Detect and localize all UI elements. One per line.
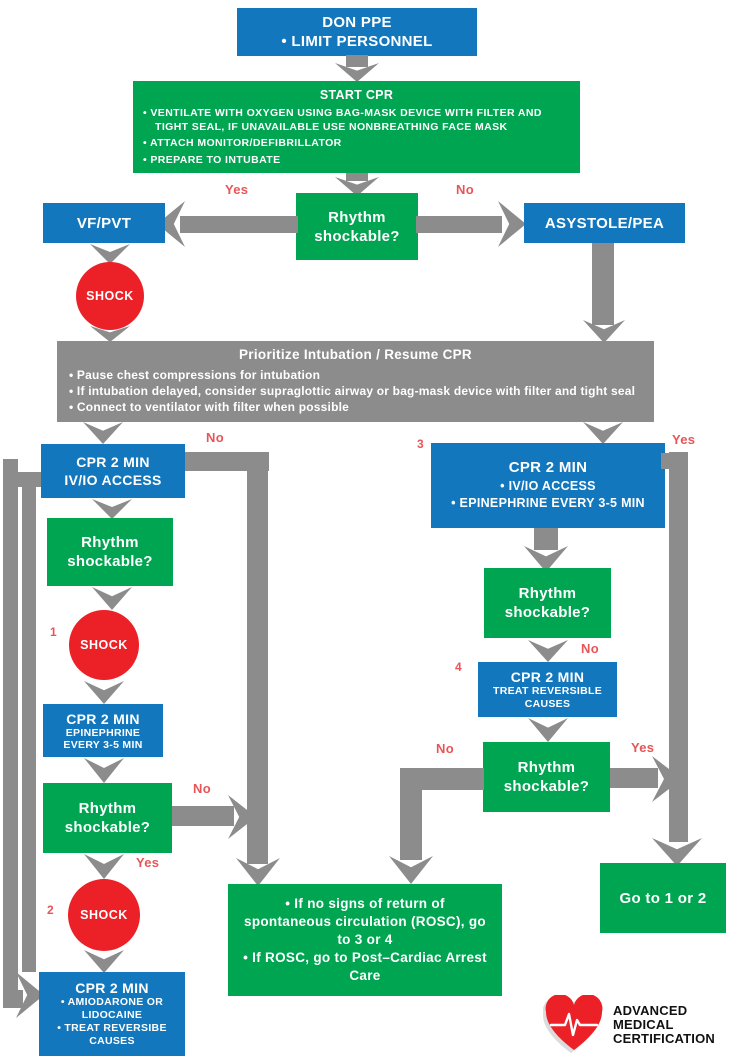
arrow-down-icon bbox=[84, 681, 124, 704]
cpr-right1-bullet: • IV/IO ACCESS bbox=[500, 479, 596, 493]
yes-label: Yes bbox=[136, 855, 160, 870]
logo-line3: CERTIFICATION bbox=[613, 1031, 716, 1046]
arrow-down-icon bbox=[84, 950, 124, 973]
connector-right2-yes bbox=[610, 768, 658, 788]
rhythm-shockable-right1-box bbox=[484, 568, 611, 638]
arrow-down-icon bbox=[92, 587, 132, 610]
arrow-right-icon bbox=[498, 201, 526, 247]
no-label: No bbox=[206, 430, 224, 445]
cpr-epi-line1: CPR 2 MIN bbox=[66, 710, 140, 727]
yes-label: Yes bbox=[672, 432, 696, 447]
rhythm-shockable-left1-box bbox=[47, 518, 173, 586]
prioritize-intubation-box bbox=[57, 341, 654, 422]
goto-1-or-2-box bbox=[600, 863, 726, 933]
rosc-bullet: • If no signs of return of spontaneous circulation (ROSC), go to 3 or 4 bbox=[244, 896, 486, 947]
goto-label: Go to 1 or 2 bbox=[619, 889, 707, 907]
rhythm-left1-label: Rhythm shockable? bbox=[67, 534, 153, 570]
start-cpr-bullet: • PREPARE TO INTUBATE bbox=[143, 153, 281, 166]
connector-left-loop-bottom bbox=[3, 990, 23, 1008]
step-4-marker: 4 bbox=[455, 660, 462, 674]
prioritize-bullet: • If intubation delayed, consider supraglottic airway or bag-mask device with filter and tight seal bbox=[69, 384, 636, 398]
logo-line2: MEDICAL bbox=[613, 1017, 674, 1032]
step-1-marker: 1 bbox=[50, 625, 57, 639]
arrow-down-icon bbox=[583, 422, 623, 444]
cpr-epi-line2: EPINEPHRINE bbox=[65, 726, 141, 739]
prioritize-bullet: • Connect to ventilator with filter when possible bbox=[69, 400, 350, 414]
shock-label: SHOCK bbox=[86, 289, 134, 303]
don-ppe-line2: • LIMIT PERSONNEL bbox=[281, 33, 433, 50]
rhythm-left2-label: Rhythm shockable? bbox=[64, 800, 151, 836]
cpr-right2-line2: TREAT REVERSIBLE bbox=[492, 684, 603, 697]
arrow-down-icon bbox=[652, 838, 702, 866]
arrow-down-icon bbox=[528, 718, 568, 742]
arrow-down-icon bbox=[83, 422, 123, 444]
step-3-marker: 3 bbox=[417, 437, 424, 451]
step-2-marker: 2 bbox=[47, 903, 54, 917]
logo-line1: ADVANCED bbox=[613, 1003, 688, 1018]
connector-asystole-prioritize bbox=[592, 243, 614, 325]
connector-left-inner-loop bbox=[22, 474, 36, 972]
cpr-amio-bullet: • AMIODARONE OR LIDOCAINE bbox=[60, 996, 164, 1021]
cpr-amio-line1: CPR 2 MIN bbox=[75, 980, 149, 996]
shock-circle-top bbox=[76, 262, 144, 330]
yes-label: Yes bbox=[631, 740, 655, 755]
arrow-down-icon bbox=[92, 499, 132, 519]
start-cpr-bullet: • VENTILATE WITH OXYGEN USING BAG-MASK DEVICE WITH FILTER AND TIGHT SEAL, IF UNAVAILABLE USE NONBREATHING FACE MASK bbox=[143, 107, 542, 133]
connector-rhythm-vfpvt bbox=[180, 216, 298, 233]
no-label: No bbox=[436, 741, 454, 756]
don-ppe-box bbox=[237, 8, 477, 56]
start-cpr-bullet: • ATTACH MONITOR/DEFIBRILLATOR bbox=[143, 137, 342, 149]
no-label: No bbox=[193, 781, 211, 796]
connector-cpr3-rhythm bbox=[534, 528, 558, 550]
cpr-epinephrine-box bbox=[43, 704, 163, 757]
connector-rhythm-asystole bbox=[416, 216, 502, 233]
arrow-down-icon bbox=[90, 244, 130, 264]
rhythm-shockable-top-box bbox=[296, 193, 418, 260]
don-ppe-line1: DON PPE bbox=[322, 14, 392, 31]
shock-label: SHOCK bbox=[80, 638, 128, 652]
rhythm-top-label: Rhythm shockable? bbox=[314, 208, 400, 245]
cpr-ivio-line2: IV/IO ACCESS bbox=[64, 472, 162, 488]
no-label: No bbox=[456, 182, 474, 197]
rhythm-shockable-right2-box bbox=[483, 742, 610, 812]
arrow-down-icon bbox=[528, 640, 568, 662]
connector-right2-no-v bbox=[400, 768, 422, 860]
advanced-medical-certification-logo bbox=[543, 993, 723, 1057]
shock-circle-1 bbox=[69, 610, 139, 680]
asystole-pea-box bbox=[524, 203, 685, 243]
shock-label: SHOCK bbox=[80, 908, 128, 922]
cpr-right2-line1: CPR 2 MIN bbox=[510, 668, 585, 685]
connector-don-start bbox=[346, 55, 368, 67]
prioritize-bullet: • Pause chest compressions for intubation bbox=[69, 368, 321, 382]
cpr-right2-line3: CAUSES bbox=[524, 697, 571, 710]
cpr-ivio-box bbox=[41, 444, 185, 498]
no-label: No bbox=[581, 641, 599, 656]
prioritize-title: Prioritize Intubation / Resume CPR bbox=[239, 347, 472, 362]
asystole-pea-label: ASYSTOLE/PEA bbox=[544, 214, 665, 232]
heart-ekg-icon bbox=[543, 995, 607, 1055]
cpr-amio-bullet: • TREAT REVERSIBE CAUSES bbox=[57, 1022, 167, 1047]
yes-label: Yes bbox=[225, 182, 249, 197]
rhythm-right2-label: Rhythm shockable? bbox=[503, 759, 590, 795]
arrow-down-icon bbox=[84, 758, 124, 783]
cpr-epi-line3: EVERY 3-5 MIN bbox=[63, 738, 143, 751]
vf-pvt-label: VF/PVT bbox=[76, 214, 132, 232]
connector-left-loop-top bbox=[15, 472, 42, 487]
vf-pvt-box bbox=[43, 203, 165, 243]
rhythm-shockable-left2-box bbox=[43, 783, 172, 853]
rosc-bullet: • If ROSC, go to Post–Cardiac Arrest Care bbox=[243, 950, 487, 983]
cpr-amiodarone-box bbox=[39, 972, 185, 1056]
shock-circle-2 bbox=[68, 879, 140, 951]
cpr-right1-box bbox=[431, 443, 665, 528]
rhythm-right1-label: Rhythm shockable? bbox=[504, 585, 591, 621]
cpr-right2-box bbox=[478, 662, 617, 717]
cpr-right1-line1: CPR 2 MIN bbox=[508, 459, 588, 476]
connector-no-vertical bbox=[247, 452, 268, 864]
cpr-right1-bullet: • EPINEPHRINE EVERY 3-5 MIN bbox=[451, 496, 645, 510]
start-cpr-box bbox=[133, 81, 580, 173]
connector-left2-no bbox=[172, 806, 234, 826]
start-cpr-title: START CPR bbox=[319, 88, 394, 102]
rosc-box bbox=[228, 884, 502, 996]
connector-start-rhythm bbox=[346, 173, 368, 181]
arrow-down-icon bbox=[389, 856, 433, 884]
arrow-down-icon bbox=[84, 854, 124, 879]
cpr-ivio-line1: CPR 2 MIN bbox=[76, 454, 150, 470]
connector-left-outer-loop bbox=[3, 459, 18, 1008]
